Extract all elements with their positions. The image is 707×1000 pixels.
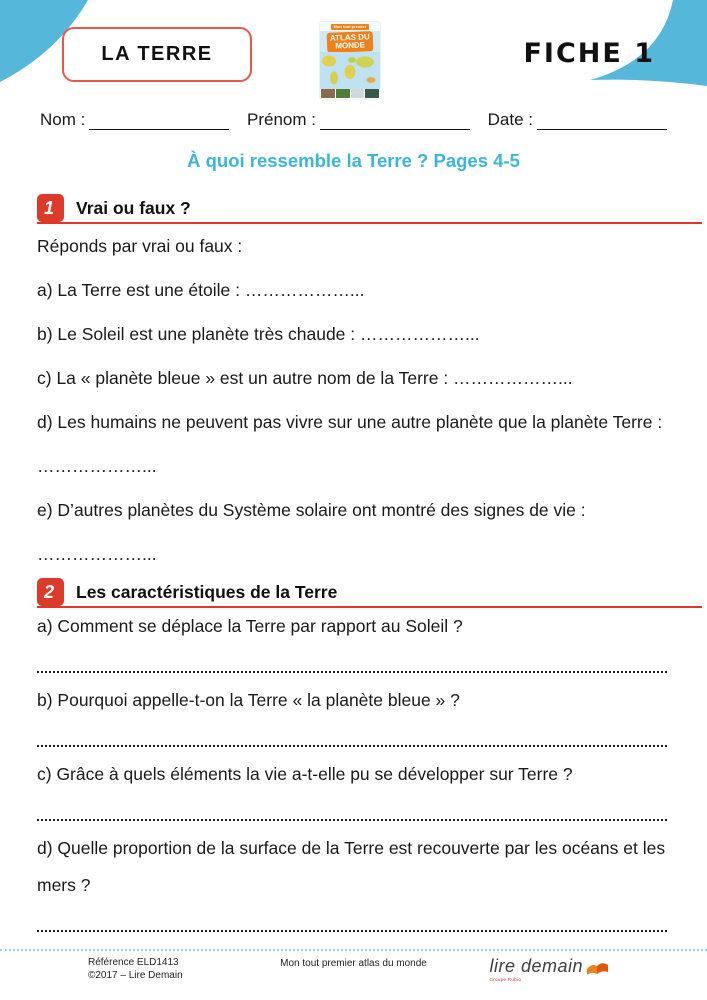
section2-number-badge: 2 <box>37 578 64 606</box>
open-book-icon <box>585 960 609 978</box>
publisher-logo-text: lire demain <box>489 956 583 976</box>
topic-title-box <box>62 27 252 82</box>
date-blank <box>537 115 667 130</box>
section1-header <box>37 192 702 224</box>
vrai-faux-item-b: b) Le Soleil est une planète très chaude : ………………... <box>37 324 480 344</box>
publisher-logo <box>489 956 609 982</box>
footer-separator-dotted <box>0 949 707 951</box>
dotted-rule <box>37 819 667 821</box>
answer-line-a <box>37 645 667 682</box>
answer-line-c <box>37 793 667 830</box>
dotted-rule <box>37 745 667 747</box>
question-c: c) Grâce à quels éléments la vie a-t-elle pu se développer sur Terre ? <box>37 764 573 784</box>
nom-field <box>40 110 229 130</box>
section1-body <box>37 224 667 576</box>
dotted-rule <box>37 930 667 932</box>
question-d: d) Quelle proportion de la surface de la Terre est recouverte par les océans et les mers ? <box>37 838 666 895</box>
section1-intro: Réponds par vrai ou faux : <box>37 236 243 256</box>
lesson-title: À quoi ressemble la Terre ? Pages 4-5 <box>187 150 520 171</box>
section2-title: Les caractéristiques de la Terre <box>76 582 338 602</box>
vrai-faux-item-c: c) La « planète bleue » est un autre nom de la Terre : ………………... <box>37 368 573 388</box>
atlas-book-cover <box>320 22 380 99</box>
vrai-faux-item-a: a) La Terre est une étoile : ………………... <box>37 280 365 300</box>
topic-title: LA TERRE <box>101 43 213 65</box>
book-world-map-illustration <box>320 52 380 86</box>
book-series-ribbon: Mon tout premier <box>331 24 370 30</box>
prenom-blank <box>320 115 470 130</box>
book-title-banner: ATLAS DU MONDE <box>327 31 374 53</box>
identity-line <box>40 110 667 130</box>
nom-label: Nom : <box>40 110 86 129</box>
dotted-rule <box>37 671 667 673</box>
answer-line-b <box>37 719 667 756</box>
footer-reference: Référence ELD1413 <box>88 957 179 968</box>
book-cover-top-strip <box>320 22 380 31</box>
date-label: Date : <box>487 110 533 129</box>
section1-number-badge: 1 <box>37 194 64 222</box>
main-content <box>37 192 667 941</box>
section1-title: Vrai ou faux ? <box>76 198 191 218</box>
footer <box>0 956 707 996</box>
publisher-logo-subtext: Groupe Rubio <box>489 977 522 982</box>
question-b: b) Pourquoi appelle-t-on la Terre « la planète bleue » ? <box>37 690 460 710</box>
nom-blank <box>89 115 229 130</box>
prenom-field <box>247 110 470 130</box>
fiche-number: FICHE 1 <box>523 38 655 69</box>
date-field <box>488 110 667 130</box>
footer-copyright: ©2017 – Lire Demain <box>88 970 183 981</box>
section2-body <box>37 608 667 941</box>
question-a: a) Comment se déplace la Terre par rapport au Soleil ? <box>37 616 463 636</box>
section2-header <box>37 576 702 608</box>
answer-line-d <box>37 904 667 941</box>
prenom-label: Prénom : <box>247 110 316 129</box>
vrai-faux-item-e: e) D’autres planètes du Système solaire ont montré des signes de vie : ………………... <box>37 500 586 564</box>
footer-book-title: Mon tout premier atlas du monde <box>280 958 427 969</box>
vrai-faux-item-d: d) Les humains ne peuvent pas vivre sur une autre planète que la planète Terre : ………………... <box>37 412 663 476</box>
world-map-icon <box>320 52 380 89</box>
